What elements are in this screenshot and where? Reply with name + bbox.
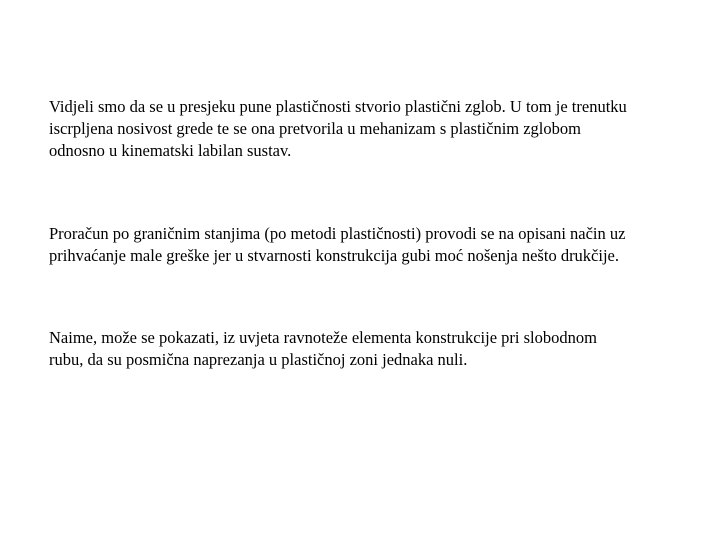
paragraph-line: iscrpljena nosivost grede te se ona pretvorila u mehanizam s plastičnim zglobom: [49, 119, 581, 138]
paragraph-line: Proračun po graničnim stanjima (po metodi plastičnosti) provodi se na opisani način uz: [49, 224, 626, 243]
paragraph-limit-states: [49, 223, 689, 267]
paragraph-plastic-hinge: [49, 96, 689, 162]
paragraph-shear-stress: [49, 327, 689, 371]
paragraph-line: Vidjeli smo da se u presjeku pune plastičnosti stvorio plastični zglob. U tom je trenutku: [49, 97, 627, 116]
paragraph-line: prihvaćanje male greške jer u stvarnosti konstrukcija gubi moć nošenja nešto drukčije.: [49, 246, 619, 265]
paragraph-line: Naime, može se pokazati, iz uvjeta ravnoteže elementa konstrukcije pri slobodnom: [49, 328, 597, 347]
paragraph-line: rubu, da su posmična naprezanja u plastičnoj zoni jednaka nuli.: [49, 350, 468, 369]
paragraph-line: odnosno u kinematski labilan sustav.: [49, 141, 292, 160]
